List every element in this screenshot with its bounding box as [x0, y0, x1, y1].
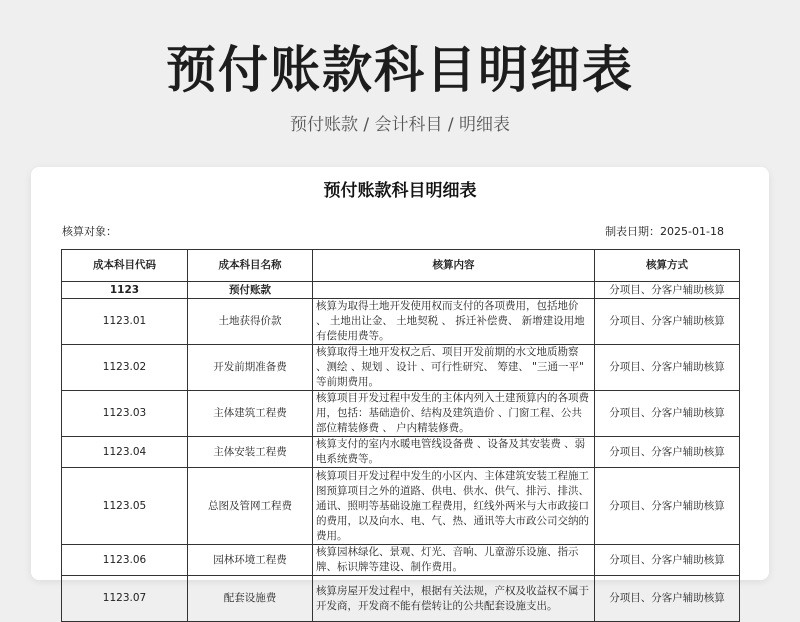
- cell-name: 预付账款: [188, 282, 313, 299]
- account-detail-table: [61, 249, 740, 622]
- page-title: 预付账款科目明细表: [166, 41, 634, 99]
- cell-name: 主体安装工程费: [188, 437, 313, 468]
- breadcrumb: 预付账款 / 会计科目 / 明细表: [289, 115, 511, 135]
- cell-code: 1123.07: [62, 576, 188, 622]
- table-row: [62, 576, 740, 622]
- cell-content: [313, 282, 595, 299]
- table-row: [62, 345, 740, 391]
- table-row: [62, 468, 740, 545]
- cell-name: 土地获得价款: [188, 299, 313, 345]
- cell-code: 1123.05: [62, 468, 188, 545]
- cell-name: 总图及管网工程费: [188, 468, 313, 545]
- cell-code: 1123.03: [62, 391, 188, 437]
- cell-content: 核算园林绿化、景观、灯光、音响、儿童游乐设施、指示牌、标识牌等建设、制作费用。: [313, 545, 595, 576]
- cell-method: 分项目、分客户辅助核算: [595, 545, 740, 576]
- cell-code: 1123.02: [62, 345, 188, 391]
- cell-name: 开发前期准备费: [188, 345, 313, 391]
- table-row: [62, 391, 740, 437]
- document-card: [31, 167, 769, 612]
- cell-method: 分项目、分客户辅助核算: [595, 437, 740, 468]
- cell-content: 核算项目开发过程中发生的主体内列入土建预算内的各项费用，包括：基础造价、结构及建筑造价 、门窗工程、公共部位精装修费 、 户内精装修费。: [313, 391, 595, 437]
- column-header-code: 成本科目代码: [62, 250, 188, 282]
- cell-method: 分项目、分客户辅助核算: [595, 576, 740, 622]
- column-header-method: 核算方式: [595, 250, 740, 282]
- cell-method: 分项目、分客户辅助核算: [595, 345, 740, 391]
- cell-content: 核算支付的室内水暖电管线设备费 、设备及其安装费 、弱电系统费等。: [313, 437, 595, 468]
- cell-name: 配套设施费: [188, 576, 313, 622]
- cell-name: 园林环境工程费: [188, 545, 313, 576]
- report-date: 制表日期：2025-01-18: [605, 225, 724, 238]
- cell-method: 分项目、分客户辅助核算: [595, 299, 740, 345]
- cell-code: 1123.06: [62, 545, 188, 576]
- table-header-row: [62, 250, 740, 282]
- cell-name: 主体建筑工程费: [188, 391, 313, 437]
- accounting-object-label: 核算对象：: [62, 225, 117, 238]
- cell-content: 核算项目开发过程中发生的小区内、主体建筑安装工程施工图预算项目之外的道路、供电、供水、供气、排污、排洪、通讯、照明等基础设施工程费用，红线外两米与大市政接口的费用，以及向水、电、气、热、通讯等大市政公司交纳的费用。: [313, 468, 595, 545]
- cell-content: 核算房屋开发过程中，根据有关法规，产权及收益权不属于开发商，开发商不能有偿转让的公共配套设施支出。: [313, 576, 595, 622]
- cell-method: 分项目、分客户辅助核算: [595, 391, 740, 437]
- document-title: 预付账款科目明细表: [323, 181, 477, 201]
- cell-code: 1123: [62, 282, 188, 299]
- column-header-name: 成本科目名称: [188, 250, 313, 282]
- column-header-content: 核算内容: [313, 250, 595, 282]
- cell-code: 1123.04: [62, 437, 188, 468]
- table-row: [62, 282, 740, 299]
- cell-method: 分项目、分客户辅助核算: [595, 468, 740, 545]
- cell-content: 核算取得土地开发权之后、项目开发前期的水文地质勘察 、测绘 、规划 、设计 、可行性研究、 筹建、 "三通一平" 等前期费用。: [313, 345, 595, 391]
- table-row: [62, 299, 740, 345]
- table-row: [62, 437, 740, 468]
- cell-code: 1123.01: [62, 299, 188, 345]
- table-row: [62, 545, 740, 576]
- cell-method: 分项目、分客户辅助核算: [595, 282, 740, 299]
- cell-content: 核算为取得土地开发使用权而支付的各项费用，包括地价 、 土地出让金、 土地契税 、 拆迁补偿费、 新增建设用地有偿使用费等。: [313, 299, 595, 345]
